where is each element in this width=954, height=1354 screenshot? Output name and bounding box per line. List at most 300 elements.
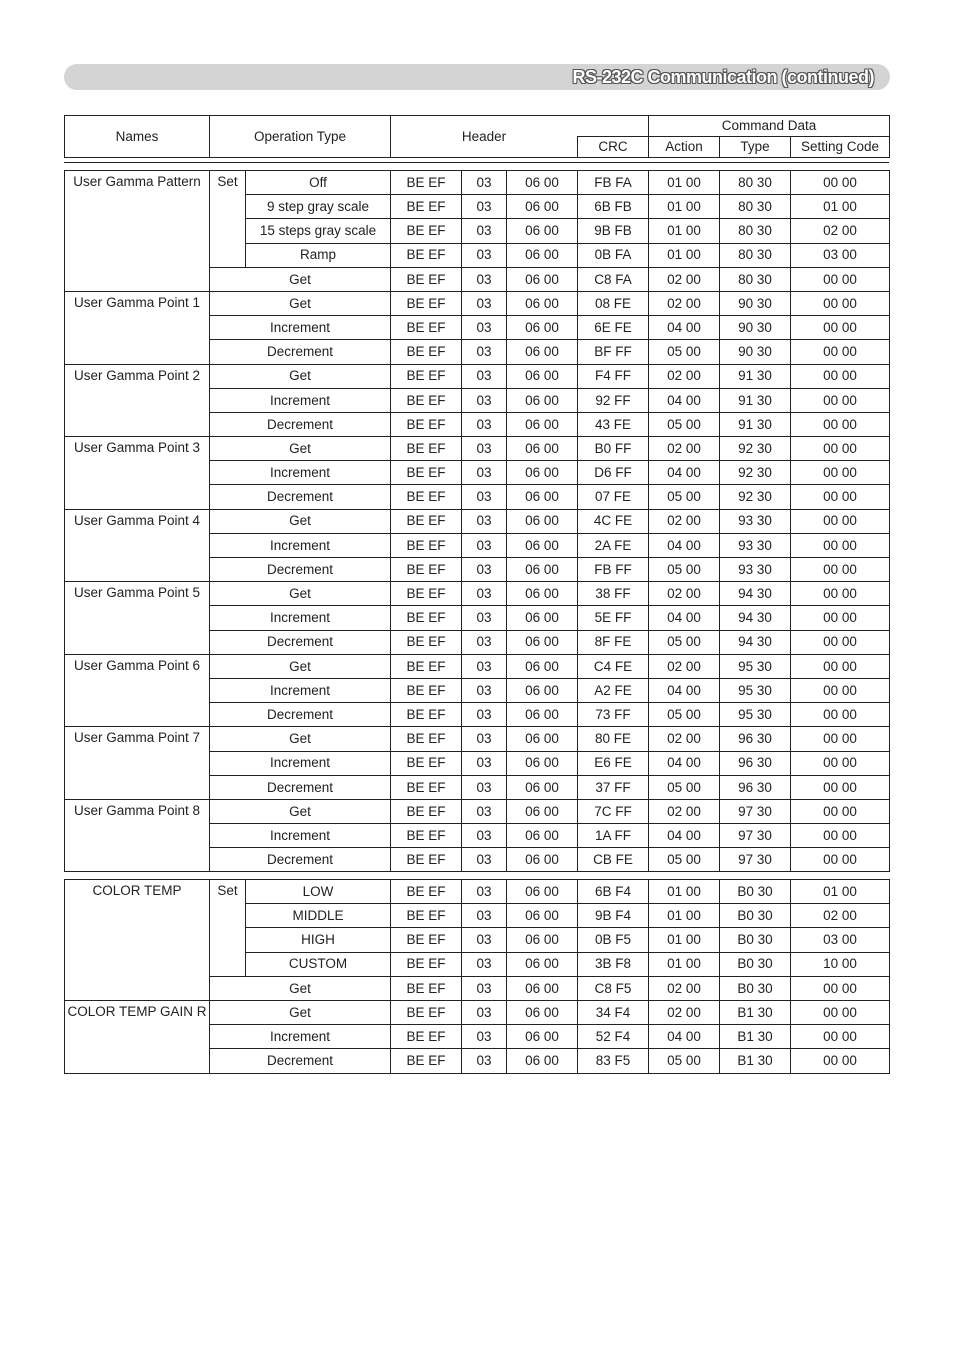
header-byte-cell: BE EF (391, 654, 462, 678)
header-byte-cell: 03 (462, 824, 507, 848)
header-byte-cell: 03 (462, 291, 507, 315)
header-byte-cell: 06 00 (507, 558, 578, 582)
header-byte-cell: BE EF (391, 267, 462, 291)
operation-cell: Decrement (210, 340, 391, 364)
crc-cell: 7C FF (578, 799, 649, 823)
crc-cell: 0B FA (578, 243, 649, 267)
header-byte-cell: BE EF (391, 412, 462, 436)
header-byte-cell: 06 00 (507, 364, 578, 388)
setting-code-cell: 00 00 (791, 751, 890, 775)
setting-code-cell: 00 00 (791, 1000, 890, 1024)
command-name: User Gamma Point 2 (65, 364, 210, 437)
operation-cell: Decrement (210, 630, 391, 654)
crc-cell: 83 F5 (578, 1049, 649, 1073)
command-table-section-1 (64, 170, 890, 872)
operation-cell: Ramp (246, 243, 391, 267)
table-row (65, 171, 890, 195)
header-byte-cell: 03 (462, 388, 507, 412)
header-byte-cell: 03 (462, 880, 507, 904)
operation-cell: Get (210, 364, 391, 388)
setting-code-cell: 00 00 (791, 461, 890, 485)
header-byte-cell: BE EF (391, 848, 462, 872)
header-byte-cell: 03 (462, 412, 507, 436)
header-byte-cell: 06 00 (507, 976, 578, 1000)
column-header-table (64, 115, 890, 158)
setting-code-cell: 00 00 (791, 340, 890, 364)
header-byte-cell: BE EF (391, 799, 462, 823)
action-cell: 02 00 (649, 509, 720, 533)
header-byte-cell: 03 (462, 461, 507, 485)
crc-cell: FB FF (578, 558, 649, 582)
setting-code-cell: 00 00 (791, 824, 890, 848)
setting-code-cell: 00 00 (791, 678, 890, 702)
header-byte-cell: BE EF (391, 582, 462, 606)
header-byte-cell: 06 00 (507, 848, 578, 872)
type-cell: B1 30 (720, 1049, 791, 1073)
type-cell: B0 30 (720, 904, 791, 928)
action-cell: 01 00 (649, 243, 720, 267)
header-byte-cell: 03 (462, 848, 507, 872)
header-byte-cell: 06 00 (507, 904, 578, 928)
crc-cell: 4C FE (578, 509, 649, 533)
header-byte-cell: 03 (462, 509, 507, 533)
crc-cell: 2A FE (578, 533, 649, 557)
type-cell: 80 30 (720, 267, 791, 291)
header-byte-cell: BE EF (391, 195, 462, 219)
type-cell: 90 30 (720, 316, 791, 340)
header-header: Header (391, 116, 578, 158)
header-byte-cell: 03 (462, 219, 507, 243)
crc-cell: 5E FF (578, 606, 649, 630)
header-byte-cell: 03 (462, 1000, 507, 1024)
type-cell: 97 30 (720, 799, 791, 823)
type-cell: 95 30 (720, 678, 791, 702)
header-byte-cell: BE EF (391, 703, 462, 727)
operation-cell: Decrement (210, 848, 391, 872)
crc-cell: 3B F8 (578, 952, 649, 976)
action-cell: 01 00 (649, 195, 720, 219)
setting-code-cell: 00 00 (791, 437, 890, 461)
type-cell: 80 30 (720, 171, 791, 195)
crc-cell: 52 F4 (578, 1025, 649, 1049)
header-byte-cell: 03 (462, 437, 507, 461)
command-name: User Gamma Point 5 (65, 582, 210, 655)
header-byte-cell: 03 (462, 678, 507, 702)
operation-cell: Decrement (210, 775, 391, 799)
table-row (65, 654, 890, 678)
type-cell: 92 30 (720, 485, 791, 509)
crc-cell: 0B F5 (578, 928, 649, 952)
setting-code-cell: 00 00 (791, 509, 890, 533)
action-cell: 01 00 (649, 171, 720, 195)
header-byte-cell: BE EF (391, 437, 462, 461)
type-cell: 80 30 (720, 219, 791, 243)
type-cell: 80 30 (720, 243, 791, 267)
header-byte-cell: 03 (462, 703, 507, 727)
table-row (65, 364, 890, 388)
operation-cell: Decrement (210, 703, 391, 727)
header-byte-cell: BE EF (391, 558, 462, 582)
operation-cell: CUSTOM (246, 952, 391, 976)
header-byte-cell: 06 00 (507, 751, 578, 775)
type-cell: B0 30 (720, 976, 791, 1000)
header-byte-cell: 06 00 (507, 461, 578, 485)
setting-code-cell: 00 00 (791, 291, 890, 315)
type-cell: 97 30 (720, 848, 791, 872)
type-cell: B1 30 (720, 1000, 791, 1024)
crc-cell: 92 FF (578, 388, 649, 412)
type-cell: 90 30 (720, 340, 791, 364)
type-cell: B1 30 (720, 1025, 791, 1049)
action-cell: 04 00 (649, 678, 720, 702)
setting-code-cell: 01 00 (791, 195, 890, 219)
crc-header: CRC (578, 137, 649, 158)
setting-code-cell: 00 00 (791, 412, 890, 436)
header-byte-cell: BE EF (391, 1025, 462, 1049)
setting-code-cell: 00 00 (791, 1025, 890, 1049)
crc-cell: 9B FB (578, 219, 649, 243)
setting-code-cell: 00 00 (791, 654, 890, 678)
action-cell: 05 00 (649, 848, 720, 872)
header-byte-cell: BE EF (391, 976, 462, 1000)
operation-cell: Increment (210, 388, 391, 412)
crc-cell: E6 FE (578, 751, 649, 775)
header-byte-cell: BE EF (391, 388, 462, 412)
header-byte-cell: 06 00 (507, 928, 578, 952)
setting-code-cell: 00 00 (791, 267, 890, 291)
command-name: User Gamma Point 3 (65, 437, 210, 510)
action-cell: 01 00 (649, 880, 720, 904)
action-cell: 01 00 (649, 952, 720, 976)
type-cell: 94 30 (720, 606, 791, 630)
operation-cell: LOW (246, 880, 391, 904)
header-byte-cell: BE EF (391, 509, 462, 533)
type-cell: 93 30 (720, 558, 791, 582)
crc-cell: 8F FE (578, 630, 649, 654)
crc-cell: C4 FE (578, 654, 649, 678)
setting-code-cell: 00 00 (791, 630, 890, 654)
setting-code-header: Setting Code (791, 137, 890, 158)
table-row (65, 799, 890, 823)
command-table-section-2 (64, 879, 890, 1074)
crc-cell: CB FE (578, 848, 649, 872)
type-cell: 97 30 (720, 824, 791, 848)
action-header: Action (649, 137, 720, 158)
operation-cell: Increment (210, 461, 391, 485)
header-byte-cell: BE EF (391, 904, 462, 928)
operation-cell: Decrement (210, 485, 391, 509)
header-byte-cell: 03 (462, 171, 507, 195)
header-byte-cell: BE EF (391, 485, 462, 509)
header-byte-cell: 03 (462, 582, 507, 606)
header-byte-cell: 03 (462, 267, 507, 291)
type-cell: 91 30 (720, 388, 791, 412)
action-cell: 05 00 (649, 775, 720, 799)
action-cell: 04 00 (649, 533, 720, 557)
crc-cell: 37 FF (578, 775, 649, 799)
header-byte-cell: 03 (462, 952, 507, 976)
header-byte-cell: 06 00 (507, 678, 578, 702)
header-byte-cell: 06 00 (507, 654, 578, 678)
header-byte-cell: BE EF (391, 171, 462, 195)
header-byte-cell: BE EF (391, 751, 462, 775)
action-cell: 05 00 (649, 703, 720, 727)
header-byte-cell: 06 00 (507, 799, 578, 823)
crc-cell: 6E FE (578, 316, 649, 340)
page-title-banner (64, 64, 890, 90)
command-name: User Gamma Point 4 (65, 509, 210, 582)
setting-code-cell: 00 00 (791, 848, 890, 872)
crc-cell: 80 FE (578, 727, 649, 751)
header-byte-cell: 06 00 (507, 630, 578, 654)
type-cell: 91 30 (720, 364, 791, 388)
header-byte-cell: BE EF (391, 952, 462, 976)
setting-code-cell: 02 00 (791, 219, 890, 243)
type-cell: 93 30 (720, 533, 791, 557)
header-byte-cell: 06 00 (507, 340, 578, 364)
action-cell: 05 00 (649, 485, 720, 509)
action-cell: 05 00 (649, 1049, 720, 1073)
header-byte-cell: 03 (462, 904, 507, 928)
crc-cell: 6B FB (578, 195, 649, 219)
header-byte-cell: 06 00 (507, 171, 578, 195)
action-cell: 02 00 (649, 267, 720, 291)
setting-code-cell: 00 00 (791, 606, 890, 630)
crc-cell: BF FF (578, 340, 649, 364)
type-cell: B0 30 (720, 928, 791, 952)
action-cell: 02 00 (649, 654, 720, 678)
command-name: User Gamma Point 7 (65, 727, 210, 800)
header-byte-cell: 03 (462, 533, 507, 557)
action-cell: 05 00 (649, 630, 720, 654)
operation-cell: Decrement (210, 1049, 391, 1073)
header-byte-cell: BE EF (391, 1049, 462, 1073)
crc-cell: 43 FE (578, 412, 649, 436)
header-byte-cell: BE EF (391, 461, 462, 485)
set-label: Set (210, 880, 246, 977)
header-byte-cell: 03 (462, 1025, 507, 1049)
operation-cell: Get (210, 976, 391, 1000)
setting-code-cell: 03 00 (791, 928, 890, 952)
setting-code-cell: 00 00 (791, 388, 890, 412)
header-byte-cell: 06 00 (507, 775, 578, 799)
header-byte-cell: BE EF (391, 606, 462, 630)
crc-cell: 73 FF (578, 703, 649, 727)
action-cell: 05 00 (649, 558, 720, 582)
setting-code-cell: 00 00 (791, 558, 890, 582)
action-cell: 04 00 (649, 606, 720, 630)
header-byte-cell: 06 00 (507, 509, 578, 533)
operation-cell: Get (210, 291, 391, 315)
header-byte-cell: 06 00 (507, 267, 578, 291)
crc-cell: 6B F4 (578, 880, 649, 904)
type-cell: 94 30 (720, 630, 791, 654)
header-byte-cell: 06 00 (507, 388, 578, 412)
command-name: User Gamma Point 6 (65, 654, 210, 727)
command-name: User Gamma Point 8 (65, 799, 210, 872)
header-byte-cell: 06 00 (507, 195, 578, 219)
type-cell: 95 30 (720, 703, 791, 727)
type-cell: 80 30 (720, 195, 791, 219)
action-cell: 04 00 (649, 388, 720, 412)
action-cell: 02 00 (649, 976, 720, 1000)
action-cell: 05 00 (649, 412, 720, 436)
header-byte-cell: 06 00 (507, 1000, 578, 1024)
header-byte-cell: BE EF (391, 775, 462, 799)
header-byte-cell: 06 00 (507, 291, 578, 315)
setting-code-cell: 00 00 (791, 775, 890, 799)
action-cell: 04 00 (649, 751, 720, 775)
type-cell: 96 30 (720, 727, 791, 751)
operation-type-header: Operation Type (210, 116, 391, 158)
setting-code-cell: 00 00 (791, 703, 890, 727)
header-byte-cell: BE EF (391, 928, 462, 952)
setting-code-cell: 02 00 (791, 904, 890, 928)
type-cell: B0 30 (720, 880, 791, 904)
header-byte-cell: 06 00 (507, 880, 578, 904)
header-byte-cell: BE EF (391, 291, 462, 315)
header-byte-cell: BE EF (391, 727, 462, 751)
operation-cell: Increment (210, 606, 391, 630)
header-double-rule (64, 162, 889, 163)
type-cell: 96 30 (720, 775, 791, 799)
command-name: COLOR TEMP GAIN R (65, 1000, 210, 1073)
header-byte-cell: 03 (462, 195, 507, 219)
setting-code-cell: 00 00 (791, 316, 890, 340)
type-cell: B0 30 (720, 952, 791, 976)
operation-cell: Increment (210, 1025, 391, 1049)
crc-header-spacer (578, 116, 649, 137)
header-byte-cell: 03 (462, 751, 507, 775)
type-cell: 92 30 (720, 461, 791, 485)
action-cell: 01 00 (649, 928, 720, 952)
operation-cell: Decrement (210, 558, 391, 582)
header-byte-cell: BE EF (391, 533, 462, 557)
crc-cell: D6 FF (578, 461, 649, 485)
header-byte-cell: 03 (462, 606, 507, 630)
setting-code-cell: 00 00 (791, 727, 890, 751)
action-cell: 05 00 (649, 340, 720, 364)
header-byte-cell: 06 00 (507, 219, 578, 243)
header-byte-cell: 03 (462, 799, 507, 823)
setting-code-cell: 00 00 (791, 485, 890, 509)
header-byte-cell: 03 (462, 976, 507, 1000)
setting-code-cell: 00 00 (791, 582, 890, 606)
crc-cell: C8 F5 (578, 976, 649, 1000)
action-cell: 02 00 (649, 1000, 720, 1024)
crc-cell: C8 FA (578, 267, 649, 291)
crc-cell: A2 FE (578, 678, 649, 702)
command-name: User Gamma Point 1 (65, 291, 210, 364)
action-cell: 02 00 (649, 291, 720, 315)
header-byte-cell: 03 (462, 1049, 507, 1073)
action-cell: 01 00 (649, 219, 720, 243)
type-cell: 94 30 (720, 582, 791, 606)
operation-cell: Off (246, 171, 391, 195)
table-row (65, 509, 890, 533)
header-byte-cell: BE EF (391, 678, 462, 702)
action-cell: 02 00 (649, 799, 720, 823)
header-byte-cell: 03 (462, 243, 507, 267)
table-row (65, 437, 890, 461)
header-byte-cell: 03 (462, 727, 507, 751)
setting-code-cell: 10 00 (791, 952, 890, 976)
table-row (65, 880, 890, 904)
setting-code-cell: 00 00 (791, 533, 890, 557)
header-byte-cell: 03 (462, 316, 507, 340)
crc-cell: F4 FF (578, 364, 649, 388)
crc-cell: 08 FE (578, 291, 649, 315)
setting-code-cell: 00 00 (791, 364, 890, 388)
action-cell: 04 00 (649, 316, 720, 340)
header-byte-cell: 03 (462, 630, 507, 654)
crc-cell: FB FA (578, 171, 649, 195)
table-row (65, 582, 890, 606)
header-byte-cell: BE EF (391, 364, 462, 388)
setting-code-cell: 00 00 (791, 1049, 890, 1073)
header-byte-cell: 06 00 (507, 727, 578, 751)
header-byte-cell: BE EF (391, 243, 462, 267)
type-cell: 96 30 (720, 751, 791, 775)
set-label: Set (210, 171, 246, 268)
header-byte-cell: 03 (462, 340, 507, 364)
command-data-header: Command Data (649, 116, 890, 137)
header-byte-cell: BE EF (391, 630, 462, 654)
action-cell: 04 00 (649, 1025, 720, 1049)
operation-cell: Get (210, 799, 391, 823)
action-cell: 04 00 (649, 461, 720, 485)
action-cell: 04 00 (649, 824, 720, 848)
setting-code-cell: 00 00 (791, 799, 890, 823)
header-byte-cell: BE EF (391, 1000, 462, 1024)
action-cell: 02 00 (649, 364, 720, 388)
operation-cell: Decrement (210, 412, 391, 436)
table-row (65, 727, 890, 751)
type-cell: 92 30 (720, 437, 791, 461)
command-name: User Gamma Pattern (65, 171, 210, 292)
setting-code-cell: 00 00 (791, 976, 890, 1000)
header-byte-cell: 06 00 (507, 824, 578, 848)
type-header: Type (720, 137, 791, 158)
header-byte-cell: 03 (462, 654, 507, 678)
operation-cell: Increment (210, 824, 391, 848)
header-byte-cell: BE EF (391, 316, 462, 340)
setting-code-cell: 03 00 (791, 243, 890, 267)
setting-code-cell: 00 00 (791, 171, 890, 195)
page-title: RS-232C Communication (continued) (572, 67, 874, 87)
crc-cell: 38 FF (578, 582, 649, 606)
type-cell: 93 30 (720, 509, 791, 533)
header-byte-cell: BE EF (391, 824, 462, 848)
header-byte-cell: BE EF (391, 340, 462, 364)
header-byte-cell: 06 00 (507, 606, 578, 630)
names-header: Names (65, 116, 210, 158)
header-byte-cell: 03 (462, 928, 507, 952)
setting-code-cell: 01 00 (791, 880, 890, 904)
operation-cell: Increment (210, 533, 391, 557)
operation-cell: Get (210, 727, 391, 751)
header-byte-cell: 06 00 (507, 582, 578, 606)
action-cell: 02 00 (649, 437, 720, 461)
crc-cell: 1A FF (578, 824, 649, 848)
header-byte-cell: 06 00 (507, 703, 578, 727)
type-cell: 95 30 (720, 654, 791, 678)
header-byte-cell: 06 00 (507, 952, 578, 976)
action-cell: 02 00 (649, 582, 720, 606)
type-cell: 91 30 (720, 412, 791, 436)
header-byte-cell: 03 (462, 775, 507, 799)
header-byte-cell: 03 (462, 485, 507, 509)
